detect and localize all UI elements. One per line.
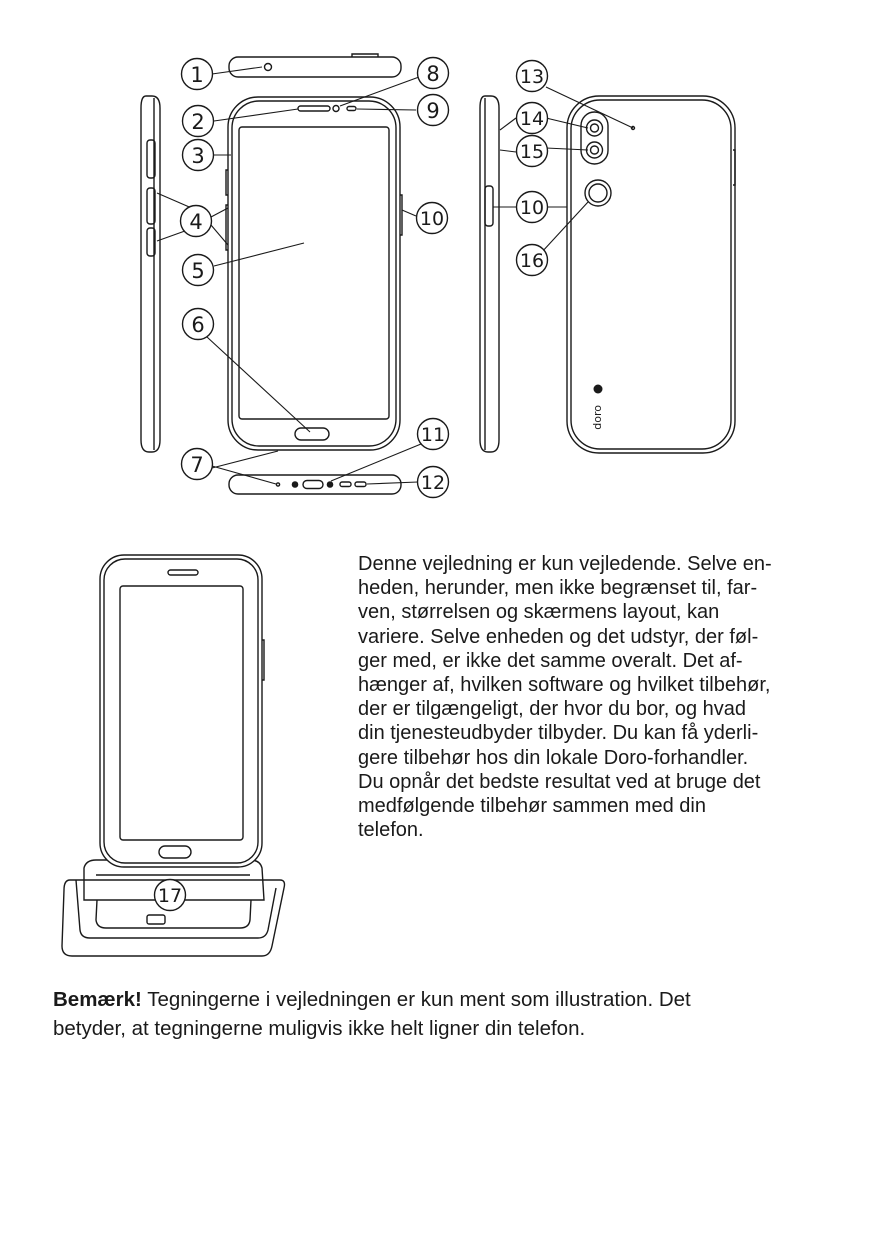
svg-text:1: 1 xyxy=(190,63,204,87)
svg-text:13: 13 xyxy=(519,66,545,88)
svg-text:4: 4 xyxy=(189,210,203,234)
svg-text:7: 7 xyxy=(190,453,204,477)
svg-text:15: 15 xyxy=(519,141,545,163)
disclaimer-line: variere. Selve enheden og det udstyr, der føl- xyxy=(358,625,759,648)
svg-text:6: 6 xyxy=(191,313,205,337)
svg-text:11: 11 xyxy=(420,424,446,446)
svg-text:2: 2 xyxy=(191,110,205,134)
note-line-1 xyxy=(53,985,833,1014)
svg-text:16: 16 xyxy=(519,250,545,272)
svg-text:14: 14 xyxy=(519,108,545,130)
disclaimer-line: medfølgende tilbehør sammen med din xyxy=(358,795,706,818)
callout-17 xyxy=(155,880,186,911)
disclaimer-line: Du opnår det bedste resultat ved at bruge det xyxy=(358,770,761,793)
disclaimer-line: Denne vejledning er kun vejledende. Selve en- xyxy=(358,553,772,575)
svg-text:17: 17 xyxy=(157,885,183,907)
doro-logo-text: doro xyxy=(591,405,604,430)
disclaimer-line: hænger af, hvilken software og hvilket tilbehør, xyxy=(358,674,771,697)
svg-text:8: 8 xyxy=(426,62,440,86)
svg-text:3: 3 xyxy=(191,144,205,168)
disclaimer-line: gere tilbehør hos din lokale Doro-forhandler. xyxy=(358,746,749,769)
note-text-1: Tegningerne i vejledningen er kun ment som illustration. Det xyxy=(141,988,691,1011)
illustration-note xyxy=(53,985,833,1043)
svg-text:9: 9 xyxy=(426,99,440,123)
disclaimer-line: der er tilgængeligt, der hvor du bor, og hvad xyxy=(358,698,747,721)
disclaimer-line: telefon. xyxy=(358,819,424,842)
note-label: Bemærk! xyxy=(53,988,142,1011)
docked-phone xyxy=(100,555,264,867)
svg-text:10: 10 xyxy=(419,208,445,230)
disclaimer-paragraph xyxy=(358,552,828,842)
svg-text:5: 5 xyxy=(191,259,205,283)
svg-text:10: 10 xyxy=(519,197,545,219)
disclaimer-line: heden, herunder, men ikke begrænset til, far- xyxy=(358,577,758,600)
note-line-2: betyder, at tegningerne muligvis ikke helt ligner din telefon. xyxy=(53,1017,586,1040)
svg-text:12: 12 xyxy=(420,472,446,494)
disclaimer-line: ven, størrelsen og skærmens layout, kan xyxy=(358,601,720,624)
disclaimer-line: ger med, er ikke det samme overalt. Det af- xyxy=(358,649,743,672)
disclaimer-line: din tjenesteudbyder tilbyder. Du kan få yderli- xyxy=(358,722,759,745)
